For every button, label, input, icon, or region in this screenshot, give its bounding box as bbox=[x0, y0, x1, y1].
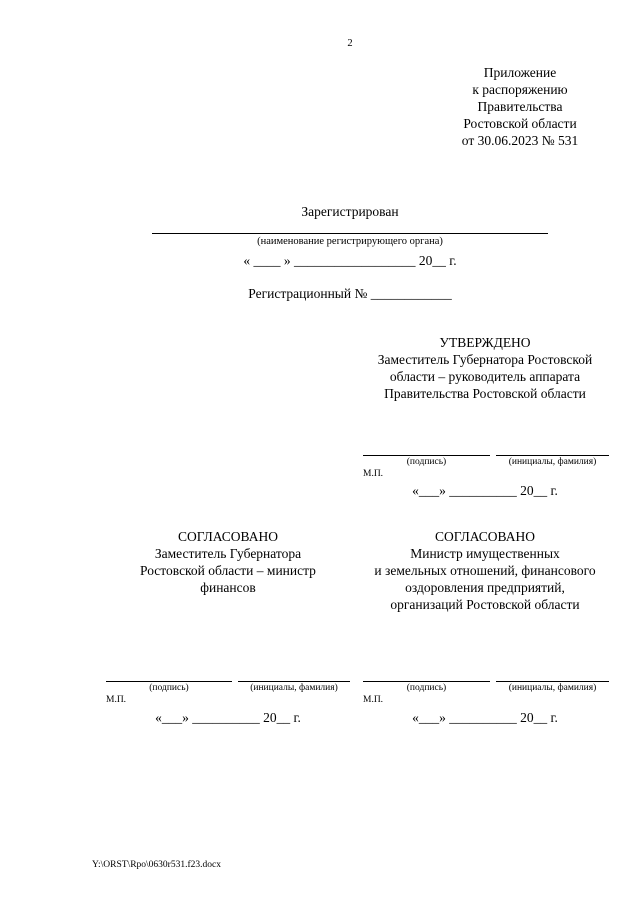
agreed-right-position-line: и земельных отношений, финансового bbox=[374, 563, 596, 578]
appendix-line: от 30.06.2023 № 531 bbox=[461, 133, 579, 148]
agreed-left-title: СОГЛАСОВАНО bbox=[178, 529, 278, 544]
footer-file-path: Y:\ORST\Rpo\0630r531.f23.docx bbox=[92, 860, 221, 870]
agreed-right-signature-line bbox=[363, 681, 490, 682]
agreed-right-position-line: Министр имущественных bbox=[410, 546, 560, 561]
approved-stamp: М.П. bbox=[363, 469, 384, 479]
agreed-right-title: СОГЛАСОВАНО bbox=[435, 529, 535, 544]
registration-title: Зарегистрирован bbox=[301, 204, 399, 219]
agreed-left-name-caption: (инициалы, фамилия) bbox=[250, 683, 338, 693]
approved-signature-caption: (подпись) bbox=[406, 457, 447, 467]
agreed-right-position bbox=[355, 545, 615, 613]
agreed-left-signature-caption: (подпись) bbox=[149, 683, 189, 693]
approved-name-caption: (инициалы, фамилия) bbox=[508, 457, 597, 467]
agreed-left-date-line: «___» __________ 20__ г. bbox=[155, 710, 301, 725]
appendix-line: к распоряжению bbox=[472, 82, 568, 97]
approved-position-line: Правительства Ростовской области bbox=[384, 386, 586, 401]
approved-signature-line bbox=[363, 455, 490, 456]
registration-date-line: « ____ » __________________ 20__ г. bbox=[243, 253, 457, 268]
approved-position bbox=[355, 351, 615, 402]
registration-number: Регистрационный № ____________ bbox=[248, 286, 452, 301]
agreed-left-position bbox=[106, 545, 350, 596]
agreed-right-position-line: организаций Ростовской области bbox=[390, 597, 580, 612]
agreed-right-date-line: «___» __________ 20__ г. bbox=[412, 710, 558, 725]
agreed-right-name-caption: (инициалы, фамилия) bbox=[508, 683, 597, 693]
registration-org-line bbox=[152, 233, 548, 234]
page-number: 2 bbox=[347, 38, 353, 49]
appendix-line: Ростовской области bbox=[463, 116, 577, 131]
approved-position-line: Заместитель Губернатора Ростовской bbox=[377, 352, 593, 367]
agreed-right-position-line: оздоровления предприятий, bbox=[405, 580, 565, 595]
agreed-left-position-line: Заместитель Губернатора bbox=[154, 546, 302, 561]
approved-title: УТВЕРЖДЕНО bbox=[439, 335, 531, 350]
agreed-left-name-line bbox=[238, 681, 350, 682]
agreed-left-signature-line bbox=[106, 681, 232, 682]
appendix-line: Приложение bbox=[483, 65, 557, 80]
approved-date-line: «___» __________ 20__ г. bbox=[412, 483, 558, 498]
approved-name-line bbox=[496, 455, 609, 456]
appendix-line: Правительства bbox=[477, 99, 563, 114]
appendix-block bbox=[430, 64, 610, 149]
agreed-right-signature-caption: (подпись) bbox=[406, 683, 447, 693]
agreed-left-stamp: М.П. bbox=[106, 695, 127, 705]
agreed-left-position-line: финансов bbox=[200, 580, 256, 595]
registration-org-caption: (наименование регистрирующего органа) bbox=[257, 236, 443, 247]
approved-position-line: области – руководитель аппарата bbox=[389, 369, 581, 384]
agreed-right-stamp: М.П. bbox=[363, 695, 384, 705]
agreed-left-position-line: Ростовской области – министр bbox=[140, 563, 316, 578]
agreed-right-name-line bbox=[496, 681, 609, 682]
